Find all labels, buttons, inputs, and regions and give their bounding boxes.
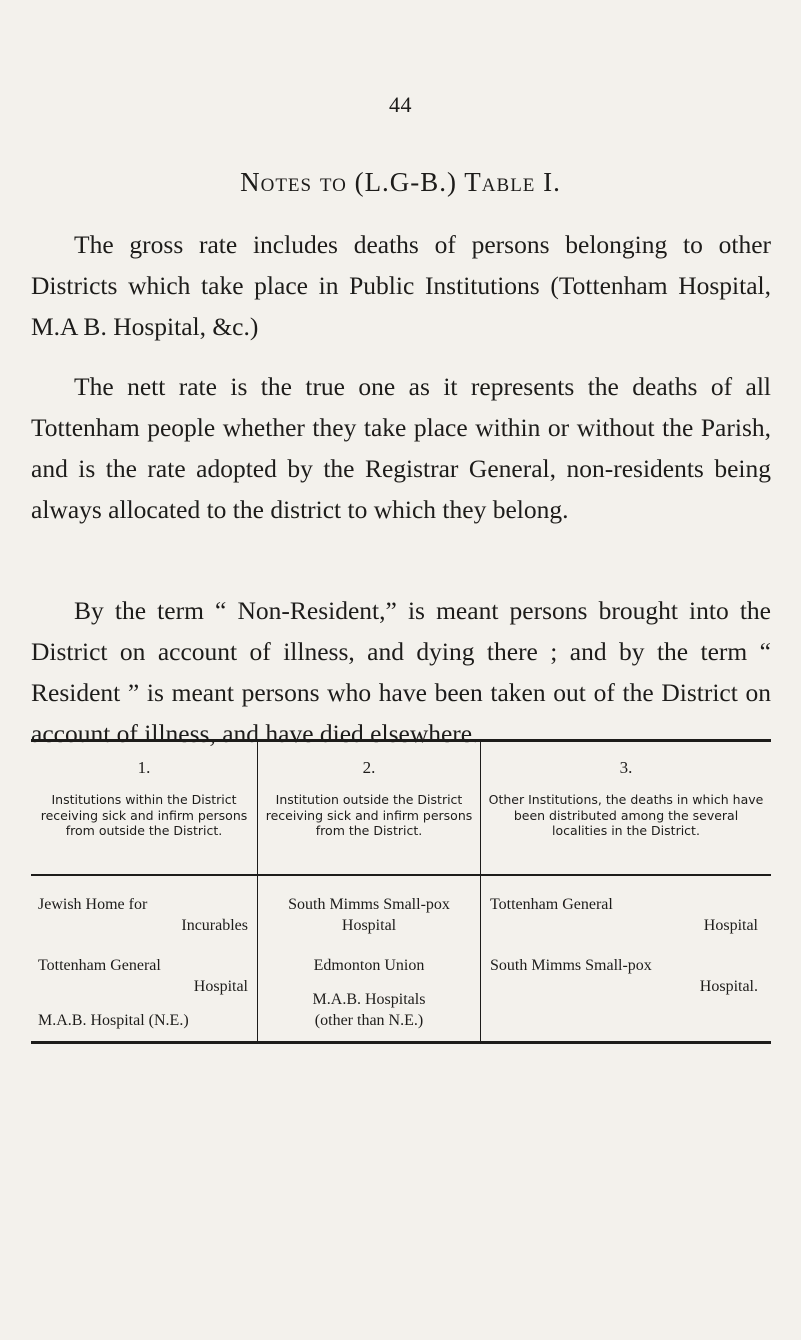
- paragraph-nett-rate: The nett rate is the true one as it represents the deaths of all Tottenham people whether they take place within or without the Parish, and is the rate adopted by the Registrar General, non-residents being always allocated to the district to which they belong.: [31, 372, 771, 524]
- entry-line-continued: Hospital: [193, 978, 248, 995]
- column-number: 3.: [619, 758, 633, 777]
- table-entry: [490, 894, 758, 936]
- entry-line: South Mimms Small-pox: [490, 957, 652, 974]
- page-number: 44: [389, 92, 412, 117]
- column-description: Other Institutions, the deaths in which have been distributed among the several localities in the District.: [488, 792, 764, 838]
- entry-line-continued: Hospital.: [699, 978, 758, 995]
- paragraph-resident-definition: By the term “ Non-Resident,” is meant persons brought into the District on account of illness, and dying there ; and by the term “ Resident ” is meant persons who have been taken out of the District on account of illness, and have died elsewhere.: [31, 596, 771, 748]
- column-description: Institutions within the District receiving sick and infirm persons from outside the District.: [40, 792, 248, 838]
- table-column-3: [481, 742, 771, 1041]
- entry-line: Jewish Home for: [38, 896, 148, 913]
- entry-line-continued: Hospital: [703, 917, 758, 934]
- entry-line-continued: Incurables: [181, 917, 248, 934]
- entry-line: Tottenham General: [490, 896, 613, 913]
- entry-line: Edmonton Union: [313, 957, 425, 974]
- table-entry: [38, 955, 248, 997]
- table-entry: [38, 1010, 248, 1031]
- column-description: Institution outside the District receiving sick and infirm persons from the District.: [265, 792, 473, 838]
- entry-line: Tottenham General: [38, 957, 161, 974]
- column-number: 1.: [137, 758, 151, 777]
- table-column-1: [31, 742, 257, 1041]
- table-entry: [264, 955, 474, 976]
- table-entry: [264, 989, 474, 1031]
- table-entry: [264, 894, 474, 936]
- page-title: Notes to (L.G-B.) Table I.: [240, 167, 561, 197]
- table-column-2: [258, 742, 480, 1041]
- table-entry: [490, 955, 758, 997]
- institutions-table: [31, 739, 771, 1044]
- entry-line: M.A.B. Hospital (N.E.): [38, 1012, 189, 1029]
- entry-line: M.A.B. Hospitals: [312, 991, 426, 1008]
- entry-line: South Mimms Small-pox: [288, 896, 450, 913]
- entry-line-continued: Hospital: [341, 917, 397, 934]
- table-entry: [38, 894, 248, 936]
- paragraph-gross-rate: The gross rate includes deaths of persons belonging to other Districts which take place in Public Institutions (Tottenham Hospital, M.A B. Hospital, &c.): [31, 230, 771, 341]
- column-number: 2.: [362, 758, 376, 777]
- entry-line-continued: (other than N.E.): [314, 1012, 424, 1029]
